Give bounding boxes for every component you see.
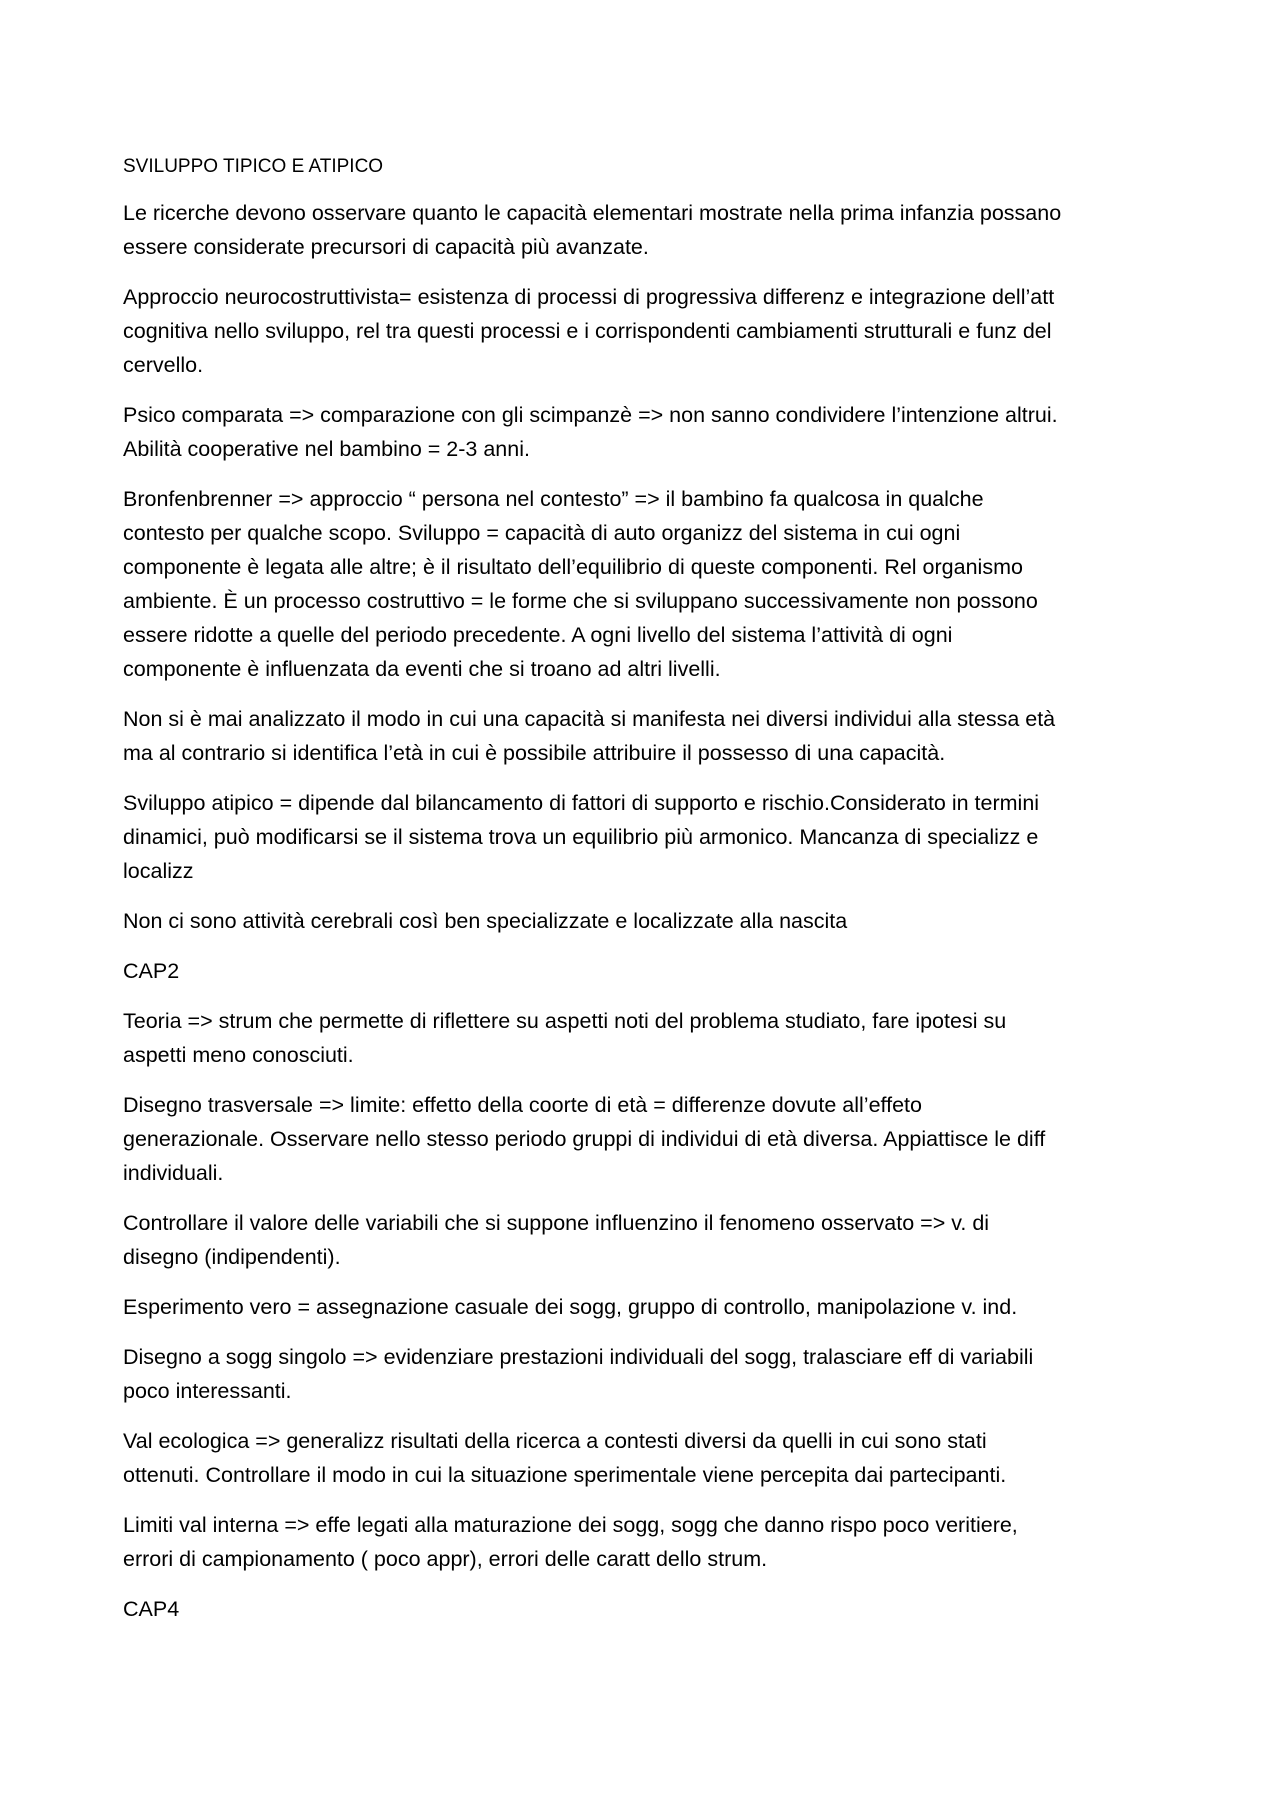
paragraph xyxy=(123,1290,1183,1324)
paragraph xyxy=(123,1340,1183,1408)
paragraph xyxy=(123,196,1183,264)
paragraph xyxy=(123,1508,1183,1576)
text-line: errori di campionamento ( poco appr), errori delle caratt dello strum. xyxy=(123,1547,768,1571)
paragraph xyxy=(123,702,1183,770)
text-line: Disegno trasversale => limite: effetto della coorte di età = differenze dovute all’effeto xyxy=(123,1093,922,1117)
section-heading: CAP4 xyxy=(123,1597,180,1621)
text-line: individuali. xyxy=(123,1161,224,1185)
text-line: ma al contrario si identifica l’età in cui è possibile attribuire il possesso di una capacità. xyxy=(123,741,946,765)
text-line: aspetti meno conosciuti. xyxy=(123,1043,354,1067)
document-page xyxy=(123,152,1183,1642)
text-line: Esperimento vero = assegnazione casuale dei sogg, gruppo di controllo, manipolazione v. ind. xyxy=(123,1295,1018,1319)
text-line: generazionale. Osservare nello stesso periodo gruppi di individui di età diversa. Appiattisce le diff xyxy=(123,1127,1046,1151)
paragraph xyxy=(123,280,1183,382)
paragraph xyxy=(123,398,1183,466)
text-line: Non ci sono attività cerebrali così ben specializzate e localizzate alla nascita xyxy=(123,909,848,933)
text-line: localizz xyxy=(123,859,194,883)
document-title: SVILUPPO TIPICO E ATIPICO xyxy=(123,156,384,177)
text-line: Abilità cooperative nel bambino = 2-3 anni. xyxy=(123,437,530,461)
text-line: essere considerate precursori di capacità più avanzate. xyxy=(123,235,649,259)
text-line: Controllare il valore delle variabili che si suppone influenzino il fenomeno osservato => v. di xyxy=(123,1211,990,1235)
paragraph xyxy=(123,1206,1183,1274)
text-line: Bronfenbrenner => approccio “ persona nel contesto” => il bambino fa qualcosa in qualche xyxy=(123,487,984,511)
text-line: Limiti val interna => effe legati alla maturazione dei sogg, sogg che danno rispo poco veritiere, xyxy=(123,1513,1018,1537)
paragraph xyxy=(123,1088,1183,1190)
text-line: Non si è mai analizzato il modo in cui una capacità si manifesta nei diversi individui alla stessa età xyxy=(123,707,1056,731)
text-line: cervello. xyxy=(123,353,204,377)
paragraph xyxy=(123,904,1183,938)
text-line: componente è influenzata da eventi che si troano ad altri livelli. xyxy=(123,657,721,681)
paragraph xyxy=(123,1004,1183,1072)
text-line: componente è legata alle altre; è il risultato dell’equilibrio di queste componenti. Rel organismo xyxy=(123,555,1023,579)
text-line: Sviluppo atipico = dipende dal bilancamento di fattori di supporto e rischio.Considerato in termini xyxy=(123,791,1040,815)
text-line: Approccio neurocostruttivista= esistenza di processi di progressiva differenz e integrazione dell’att xyxy=(123,285,1055,309)
paragraph xyxy=(123,786,1183,888)
text-line: cognitiva nello sviluppo, rel tra questi processi e i corrispondenti cambiamenti strutturali e funz del xyxy=(123,319,1052,343)
text-line: ottenuti. Controllare il modo in cui la situazione sperimentale viene percepita dai partecipanti. xyxy=(123,1463,1007,1487)
text-line: contesto per qualche scopo. Sviluppo = capacità di auto organizz del sistema in cui ogni xyxy=(123,521,961,545)
text-line: dinamici, può modificarsi se il sistema trova un equilibrio più armonico. Mancanza di specializz e xyxy=(123,825,1039,849)
text-line: Disegno a sogg singolo => evidenziare prestazioni individuali del sogg, tralasciare eff di variabili xyxy=(123,1345,1034,1369)
paragraph xyxy=(123,1424,1183,1492)
text-line: disegno (indipendenti). xyxy=(123,1245,341,1269)
text-line: essere ridotte a quelle del periodo precedente. A ogni livello del sistema l’attività di ogni xyxy=(123,623,953,647)
text-line: poco interessanti. xyxy=(123,1379,292,1403)
text-line: ambiente. È un processo costruttivo = le forme che si sviluppano successivamente non possono xyxy=(123,589,1038,613)
text-line: Teoria => strum che permette di riflettere su aspetti noti del problema studiato, fare ipotesi su xyxy=(123,1009,1007,1033)
text-line: Psico comparata => comparazione con gli scimpanzè => non sanno condividere l’intenzione altrui. xyxy=(123,403,1058,427)
text-line: Val ecologica => generalizz risultati della ricerca a contesti diversi da quelli in cui sono stati xyxy=(123,1429,987,1453)
paragraph xyxy=(123,482,1183,686)
section-heading: CAP2 xyxy=(123,959,180,983)
text-line: Le ricerche devono osservare quanto le capacità elementari mostrate nella prima infanzia possano xyxy=(123,201,1062,225)
